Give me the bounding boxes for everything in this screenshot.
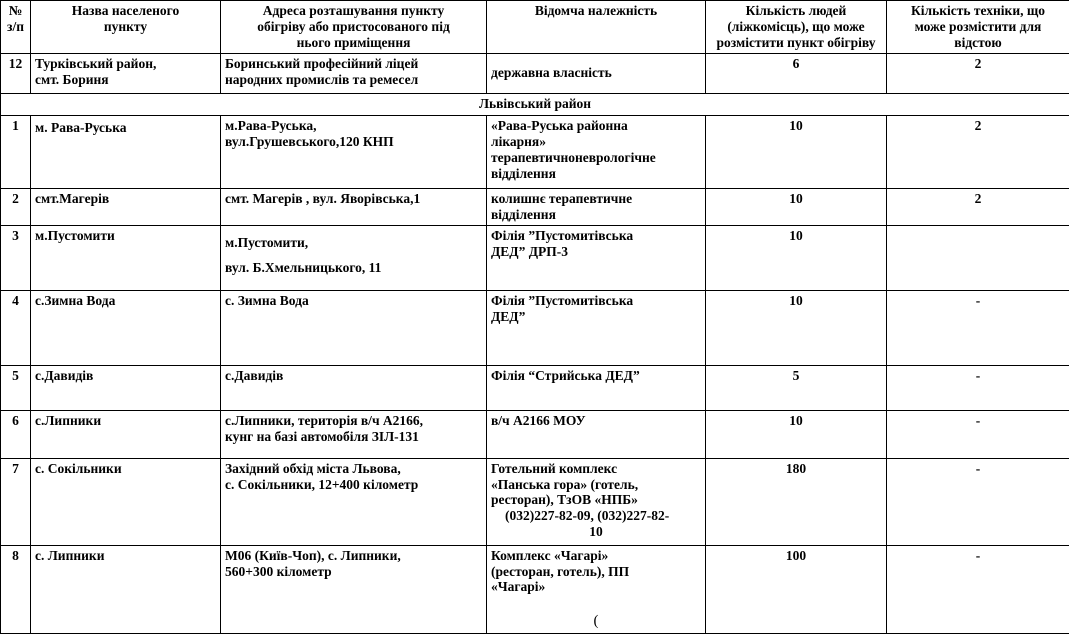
row-department-line1: в/ч А2166 МОУ bbox=[491, 413, 701, 429]
row-people-capacity: 10 bbox=[706, 410, 887, 458]
row-number: 4 bbox=[1, 290, 31, 365]
row-settlement-name-line2: смт. Бориня bbox=[35, 72, 216, 88]
row-vehicle-capacity: 2 bbox=[887, 188, 1069, 225]
row-number: 5 bbox=[1, 365, 31, 410]
row-department bbox=[487, 115, 706, 188]
column-header-address-line1: Адреса розташування пункту bbox=[225, 3, 482, 19]
row-settlement-name: с. Липники bbox=[31, 545, 221, 633]
row-department-line4: відділення bbox=[491, 166, 701, 182]
row-people-capacity: 10 bbox=[706, 188, 887, 225]
row-department-line1: Філія ”Пустомитівська bbox=[491, 228, 701, 244]
row-people-capacity: 10 bbox=[706, 115, 887, 188]
table-row bbox=[1, 290, 1069, 365]
row-department-line5: 10 bbox=[491, 524, 701, 540]
row-settlement-name: с.Зимна Вода bbox=[31, 290, 221, 365]
column-header-settlement-name-line2: пункту bbox=[35, 19, 216, 35]
district-banner-row bbox=[1, 93, 1069, 115]
row-number: 3 bbox=[1, 225, 31, 290]
row-settlement-name: м. Рава-Руська bbox=[31, 115, 221, 188]
row-address-line1: смт. Магерів , вул. Яворівська,1 bbox=[225, 191, 482, 207]
row-vehicle-capacity bbox=[887, 225, 1069, 290]
column-header-settlement-name-line1: Назва населеного bbox=[35, 3, 216, 19]
address-spacer bbox=[225, 251, 482, 260]
row-department-line1: Комплекс «Чагарі» bbox=[491, 548, 701, 564]
row-number: 1 bbox=[1, 115, 31, 188]
row-vehicle-capacity: - bbox=[887, 290, 1069, 365]
row-department-line2: «Панська гора» (готель, bbox=[491, 477, 701, 493]
column-header-number-line1: № bbox=[5, 3, 26, 19]
row-department-line1: Готельний комплекс bbox=[491, 461, 701, 477]
row-vehicle-capacity: 2 bbox=[887, 115, 1069, 188]
row-settlement-name: с.Липники bbox=[31, 410, 221, 458]
district-banner: Львівський район bbox=[1, 93, 1069, 115]
row-vehicle-capacity: - bbox=[887, 458, 1069, 545]
row-settlement-name bbox=[31, 53, 221, 93]
row-department-line2: ДЕД” ДРП-3 bbox=[491, 244, 701, 260]
table-row bbox=[1, 225, 1069, 290]
table-row bbox=[1, 458, 1069, 545]
row-number: 7 bbox=[1, 458, 31, 545]
row-department-line3: терапевтичноневрологічне bbox=[491, 150, 701, 166]
table-row bbox=[1, 545, 1069, 633]
row-address-line2: 560+300 кілометр bbox=[225, 564, 482, 580]
row-department bbox=[487, 225, 706, 290]
row-department-stray-paren: ( bbox=[491, 613, 701, 631]
column-header-vehicle-capacity-line2: може розмістити для bbox=[891, 19, 1065, 35]
row-address-line1: М06 (Київ-Чоп), с. Липники, bbox=[225, 548, 482, 564]
column-header-vehicle-capacity-line3: відстою bbox=[891, 35, 1065, 51]
row-address-line1: с. Зимна Вода bbox=[225, 293, 482, 309]
row-address-line1: с.Липники, територія в/ч А2166, bbox=[225, 413, 482, 429]
row-department-line2: ДЕД” bbox=[491, 309, 701, 325]
row-settlement-name-line1: Турківський район, bbox=[35, 56, 216, 72]
column-header-address bbox=[221, 1, 487, 54]
column-header-number-line2: з/п bbox=[5, 19, 26, 35]
row-address-line1: м.Рава-Руська, bbox=[225, 118, 482, 134]
row-number: 2 bbox=[1, 188, 31, 225]
row-number: 8 bbox=[1, 545, 31, 633]
row-address bbox=[221, 290, 487, 365]
column-header-people-capacity-line3: розмістити пункт обігріву bbox=[710, 35, 882, 51]
row-department-line2: (ресторан, готель), ПП bbox=[491, 564, 701, 580]
row-settlement-name: с. Сокільники bbox=[31, 458, 221, 545]
column-header-number bbox=[1, 1, 31, 54]
column-header-address-line3: нього приміщення bbox=[225, 35, 482, 51]
row-department-line1: колишнє терапевтичне bbox=[491, 191, 701, 207]
row-department bbox=[487, 410, 706, 458]
column-header-people-capacity bbox=[706, 1, 887, 54]
row-department bbox=[487, 53, 706, 93]
row-department-line1: державна власність bbox=[491, 65, 701, 81]
row-address bbox=[221, 115, 487, 188]
row-address bbox=[221, 225, 487, 290]
table-row bbox=[1, 53, 1069, 93]
column-header-department bbox=[487, 1, 706, 54]
row-vehicle-capacity: - bbox=[887, 545, 1069, 633]
row-department bbox=[487, 545, 706, 633]
row-department-line2: відділення bbox=[491, 207, 701, 223]
row-address-line1: Боринський професійний ліцей bbox=[225, 56, 482, 72]
row-department-line4: (032)227-82-09, (032)227-82- bbox=[491, 508, 701, 524]
row-address-line2: вул. Б.Хмельницького, 11 bbox=[225, 260, 482, 276]
row-number: 12 bbox=[1, 53, 31, 93]
table-header-row bbox=[1, 1, 1069, 54]
row-settlement-name: м.Пустомити bbox=[31, 225, 221, 290]
row-vehicle-capacity: - bbox=[887, 365, 1069, 410]
row-people-capacity: 10 bbox=[706, 290, 887, 365]
row-department-line1: «Рава-Руська районна bbox=[491, 118, 701, 134]
row-address bbox=[221, 410, 487, 458]
row-address-line1: с.Давидів bbox=[225, 368, 482, 384]
row-address bbox=[221, 188, 487, 225]
row-settlement-name: с.Давидів bbox=[31, 365, 221, 410]
row-people-capacity: 6 bbox=[706, 53, 887, 93]
row-people-capacity: 180 bbox=[706, 458, 887, 545]
row-department bbox=[487, 458, 706, 545]
table-row bbox=[1, 115, 1069, 188]
table-row bbox=[1, 410, 1069, 458]
column-header-department-line1: Відомча належність bbox=[491, 3, 701, 19]
row-address bbox=[221, 365, 487, 410]
row-address bbox=[221, 53, 487, 93]
table-row bbox=[1, 188, 1069, 225]
row-department-line3: ресторан), ТзОВ «НПБ» bbox=[491, 492, 701, 508]
row-address-line2: народних промислів та ремесел bbox=[225, 72, 482, 88]
row-department bbox=[487, 290, 706, 365]
row-number: 6 bbox=[1, 410, 31, 458]
row-address-line1: м.Пустомити, bbox=[225, 235, 482, 251]
row-address-line2: кунг на базі автомобіля ЗІЛ-131 bbox=[225, 429, 482, 445]
column-header-address-line2: обігріву або пристосованого під bbox=[225, 19, 482, 35]
column-header-settlement-name bbox=[31, 1, 221, 54]
column-header-vehicle-capacity-line1: Кількість техніки, що bbox=[891, 3, 1065, 19]
row-address bbox=[221, 458, 487, 545]
row-people-capacity: 100 bbox=[706, 545, 887, 633]
column-header-vehicle-capacity bbox=[887, 1, 1069, 54]
table-row bbox=[1, 365, 1069, 410]
column-header-people-capacity-line2: (ліжкомісць), що може bbox=[710, 19, 882, 35]
column-header-people-capacity-line1: Кількість людей bbox=[710, 3, 882, 19]
row-settlement-name: смт.Магерів bbox=[31, 188, 221, 225]
row-vehicle-capacity: 2 bbox=[887, 53, 1069, 93]
row-vehicle-capacity: - bbox=[887, 410, 1069, 458]
row-department bbox=[487, 365, 706, 410]
row-department bbox=[487, 188, 706, 225]
row-address-line2: с. Сокільники, 12+400 кілометр bbox=[225, 477, 482, 493]
row-department-line3: «Чагарі» bbox=[491, 579, 701, 595]
row-address bbox=[221, 545, 487, 633]
row-people-capacity: 5 bbox=[706, 365, 887, 410]
row-people-capacity: 10 bbox=[706, 225, 887, 290]
row-address-line2: вул.Грушевського,120 КНП bbox=[225, 134, 482, 150]
row-department-line1: Філія “Стрийська ДЕД” bbox=[491, 368, 701, 384]
row-department-line2: лікарня» bbox=[491, 134, 701, 150]
row-address-line1: Західний обхід міста Львова, bbox=[225, 461, 482, 477]
row-department-line1: Філія ”Пустомитівська bbox=[491, 293, 701, 309]
